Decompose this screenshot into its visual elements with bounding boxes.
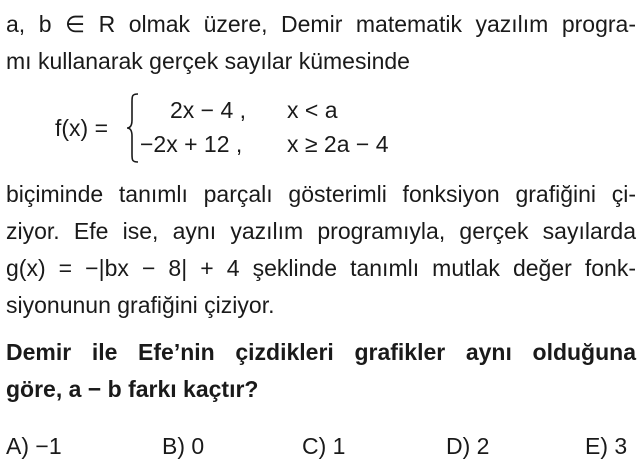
- body-line-4: siyonunun grafiğini çiziyor.: [6, 292, 275, 318]
- intro-line-1: a, b ∈ R olmak üzere, Demir matematik yazılım progra-: [6, 11, 636, 37]
- prompt-line-2: göre, a − b farkı kaçtır?: [6, 376, 259, 402]
- choice-d[interactable]: D) 2: [446, 433, 490, 459]
- body-line-3: g(x) = −|bx − 8| + 4 şeklinde tanımlı mutlak değer fonk-: [6, 255, 636, 281]
- case-1-condition: x < a: [287, 97, 338, 123]
- piecewise-function: [0, 92, 643, 164]
- body-line-1: biçiminde tanımlı parçalı gösterimli fonksiyon grafiğini çi-: [6, 181, 636, 207]
- choice-e[interactable]: E) 3: [585, 433, 628, 459]
- left-brace-icon: [126, 92, 140, 164]
- body-line-2: ziyor. Efe ise, aynı yazılım programıyla, gerçek sayılarda: [6, 218, 636, 244]
- case-1-expression: 2x − 4 ,: [170, 97, 247, 123]
- intro-line-2: mı kullanarak gerçek sayılar kümesinde: [6, 48, 410, 74]
- choice-c[interactable]: C) 1: [302, 433, 346, 459]
- prompt-line-1: Demir ile Efe’nin çizdikleri grafikler aynı olduğuna: [6, 339, 636, 365]
- choice-b[interactable]: B) 0: [162, 433, 205, 459]
- case-2-expression: −2x + 12 ,: [140, 131, 243, 157]
- case-2-condition: x ≥ 2a − 4: [287, 131, 389, 157]
- answer-choices: [0, 432, 643, 462]
- function-label: f(x) =: [55, 115, 109, 141]
- choice-a[interactable]: A) −1: [6, 433, 62, 459]
